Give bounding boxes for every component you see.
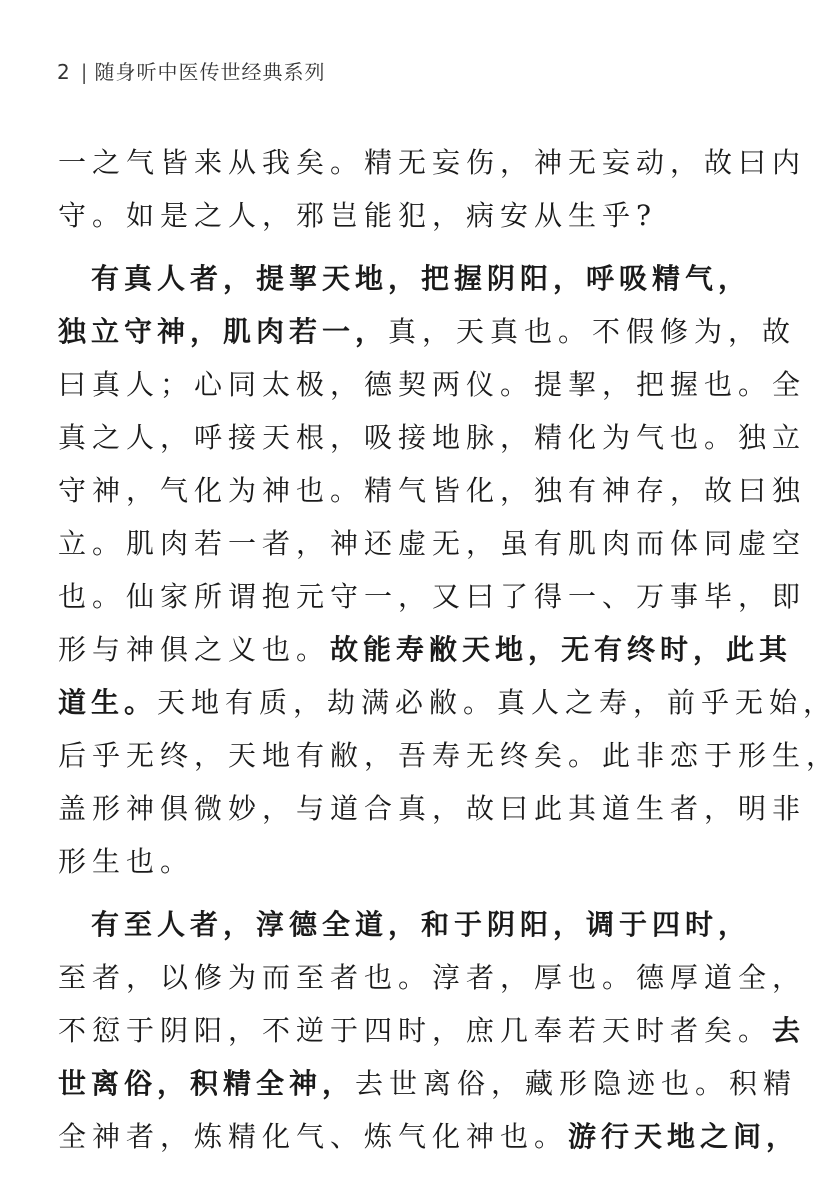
header-separator: | [80,60,89,84]
classic-text-segment: 故能寿敝天地，无有终时，此其 [330,633,793,666]
text-line [58,1110,800,1163]
commentary-text-segment: 一之气皆来从我矣。精无妄伤，神无妄动，故曰内 [58,146,807,179]
commentary-text-segment: 守神，气化为神也。精气皆化，独有神存，故曰独 [58,474,807,507]
text-line [58,305,797,358]
running-header [57,58,325,86]
text-line [58,729,840,782]
text-line [58,136,807,189]
commentary-text-segment: 真，天真也。不假修为，故 [388,315,797,348]
commentary-text-segment: 去世离俗，藏形隐迹也。积精 [355,1067,798,1100]
text-line [58,898,752,951]
commentary-text-segment: 形生也。 [58,845,195,878]
text-line [58,189,748,242]
classic-text-segment: 世离俗，积精全神， [58,1067,356,1100]
text-line [58,782,807,835]
commentary-text-segment: 也。仙家所谓抱元守一，又曰了得一、万事毕，即 [58,580,807,613]
text-line [58,676,838,729]
text-line [58,411,807,464]
body-text [58,136,840,1163]
commentary-text-segment: 全神者，炼精化气、炼气化神也。 [58,1120,569,1153]
commentary-text-segment: 至者，以修为而至者也。淳者，厚也。德厚道全， [58,961,807,994]
text-line [58,517,807,570]
text-line [58,1004,806,1057]
series-title: 随身听中医传世经典系列 [94,60,326,84]
classic-text-segment: 道生。 [58,686,158,719]
text-line [58,951,807,1004]
commentary-text-segment: 后乎无终，天地有敝，吾寿无终矣。此非恋于形生， [58,739,840,772]
classic-text-segment: 有真人者，提挈天地，把握阴阳，呼吸精气， [58,262,752,295]
paragraph-gap [58,888,748,898]
commentary-text-segment: 立。肌肉若一者，神还虚无，虽有肌肉而体同虚空 [58,527,807,560]
text-line [58,1057,798,1110]
text-line [58,835,748,888]
paragraph-gap [58,242,748,252]
text-line [58,358,807,411]
text-line [58,252,752,305]
classic-text-segment: 去 [772,1014,806,1047]
text-line [58,464,807,517]
text-line [58,570,807,623]
commentary-text-segment: 守。如是之人，邪岂能犯，病安从生乎? [58,199,658,232]
commentary-text-segment: 不愆于阴阳，不逆于四时，庶几奉若天时者矣。 [58,1014,773,1047]
commentary-text-segment: 盖形神俱微妙，与道合真，故曰此其道生者，明非 [58,792,807,825]
commentary-text-segment: 真之人，呼接天根，吸接地脉，精化为气也。独立 [58,421,807,454]
commentary-text-segment: 曰真人；心同太极，德契两仪。提挈，把握也。全 [58,368,807,401]
classic-text-segment: 游行天地之间， [568,1120,800,1153]
classic-text-segment: 独立守神，肌肉若一， [58,315,389,348]
page-number: 2 [57,60,71,84]
classic-text-segment: 有至人者，淳德全道，和于阴阳，调于四时， [58,908,752,941]
commentary-text-segment: 形与神俱之义也。 [58,633,331,666]
text-line [58,623,793,676]
commentary-text-segment: 天地有质，劫满必敝。真人之寿，前乎无始， [157,686,838,719]
